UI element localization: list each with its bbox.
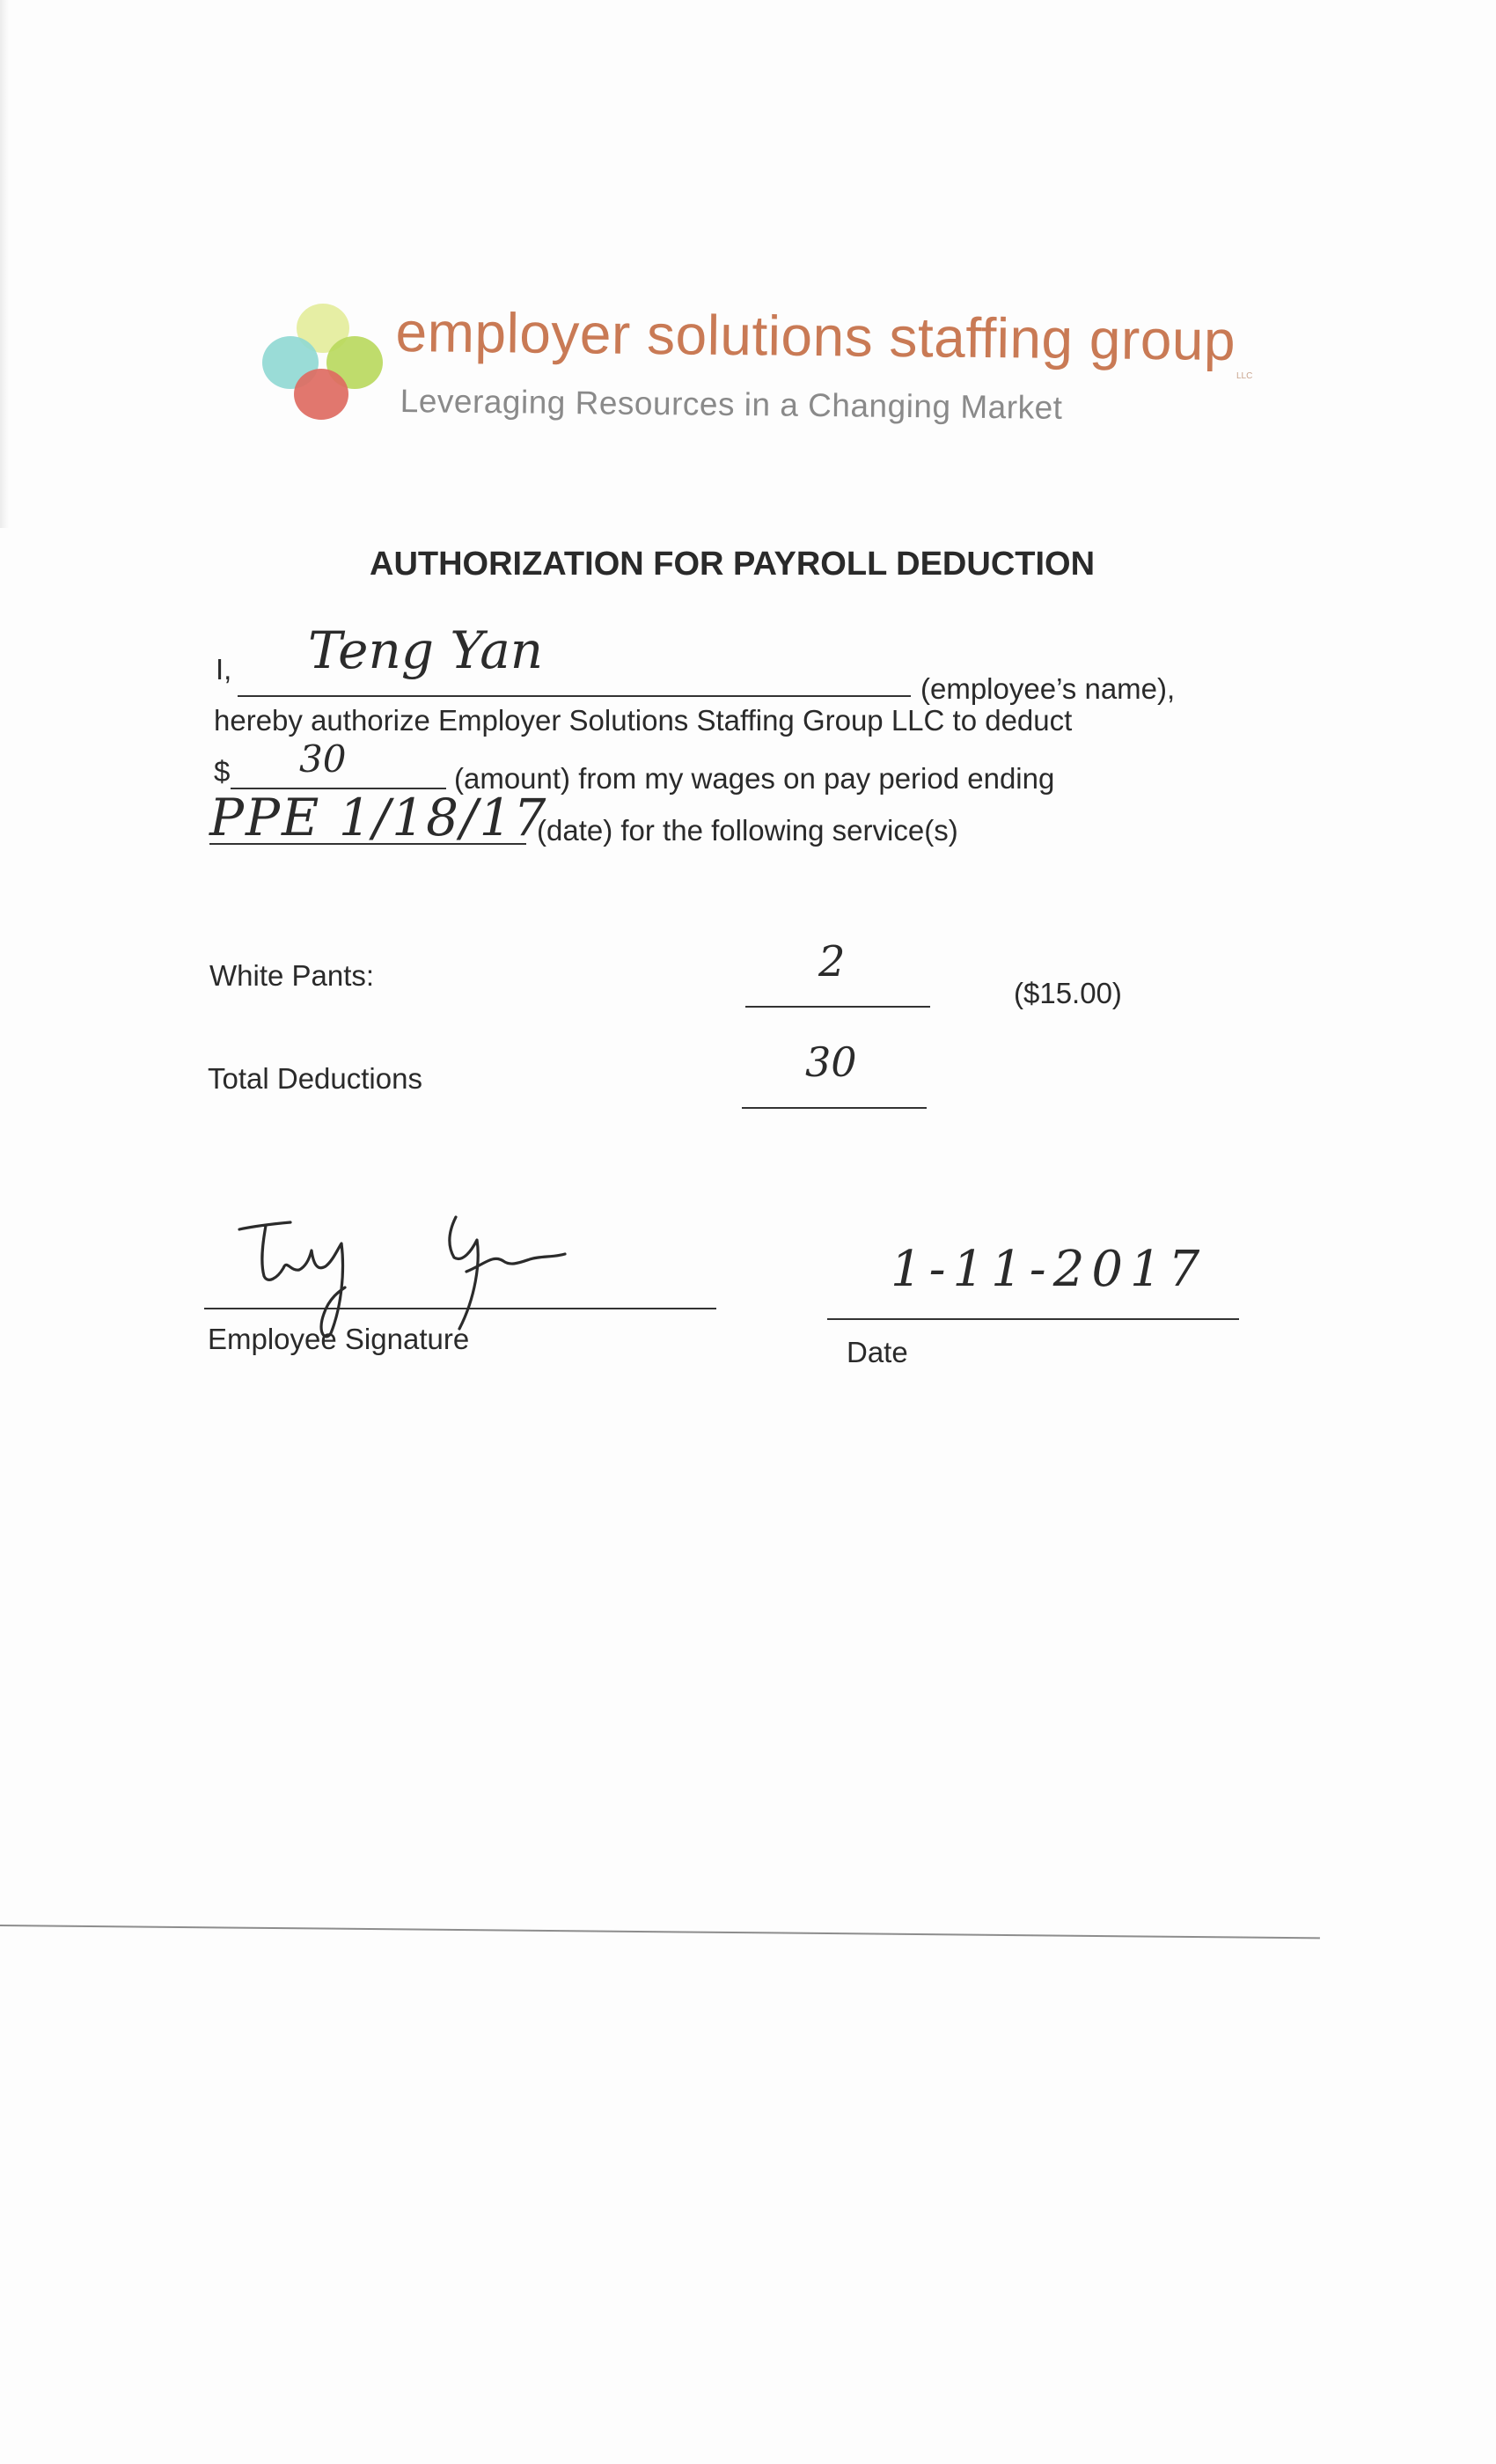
total-deductions-field[interactable]: [742, 1107, 927, 1109]
item-quantity-field[interactable]: [745, 1006, 930, 1008]
dollar-sign: $: [214, 755, 231, 788]
handwritten-total: 30: [805, 1038, 857, 1086]
scan-divider-line: [0, 1925, 1320, 1939]
amount-caption: (amount) from my wages on pay period ending: [454, 762, 1055, 795]
employee-name-caption: (employee’s name),: [920, 672, 1176, 705]
logo-clover-icon: [260, 299, 392, 431]
signature-date-field[interactable]: [827, 1318, 1239, 1320]
form-title: AUTHORIZATION FOR PAYROLL DEDUCTION: [370, 546, 1096, 583]
logo-llc-mark: LLC: [1236, 371, 1253, 381]
employee-name-field[interactable]: [238, 695, 911, 697]
date-label: Date: [847, 1336, 908, 1368]
handwritten-employee-name: Teng Yan: [308, 620, 544, 680]
name-prefix: I,: [216, 653, 232, 686]
company-logo: [260, 299, 1253, 453]
logo-company-name: employer solutions staffing group: [395, 299, 1236, 372]
logo-tagline: Leveraging Resources in a Changing Market: [400, 383, 1063, 426]
handwritten-date: 1-11-2017: [891, 1241, 1207, 1298]
authorization-text: hereby authorize Employer Solutions Staffing Group LLC to deduct: [214, 704, 1073, 737]
handwritten-amount: 30: [299, 737, 347, 781]
handwritten-period-end: PPE 1/18/17: [209, 788, 548, 847]
scan-edge-shadow: [0, 0, 9, 528]
item-price: ($15.00): [1014, 977, 1122, 1009]
date-caption: (date) for the following service(s): [537, 814, 958, 847]
item-label-white-pants: White Pants:: [209, 959, 375, 992]
employee-signature-label: Employee Signature: [208, 1323, 470, 1355]
handwritten-item-quantity: 2: [818, 937, 846, 986]
total-deductions-label: Total Deductions: [208, 1062, 422, 1095]
